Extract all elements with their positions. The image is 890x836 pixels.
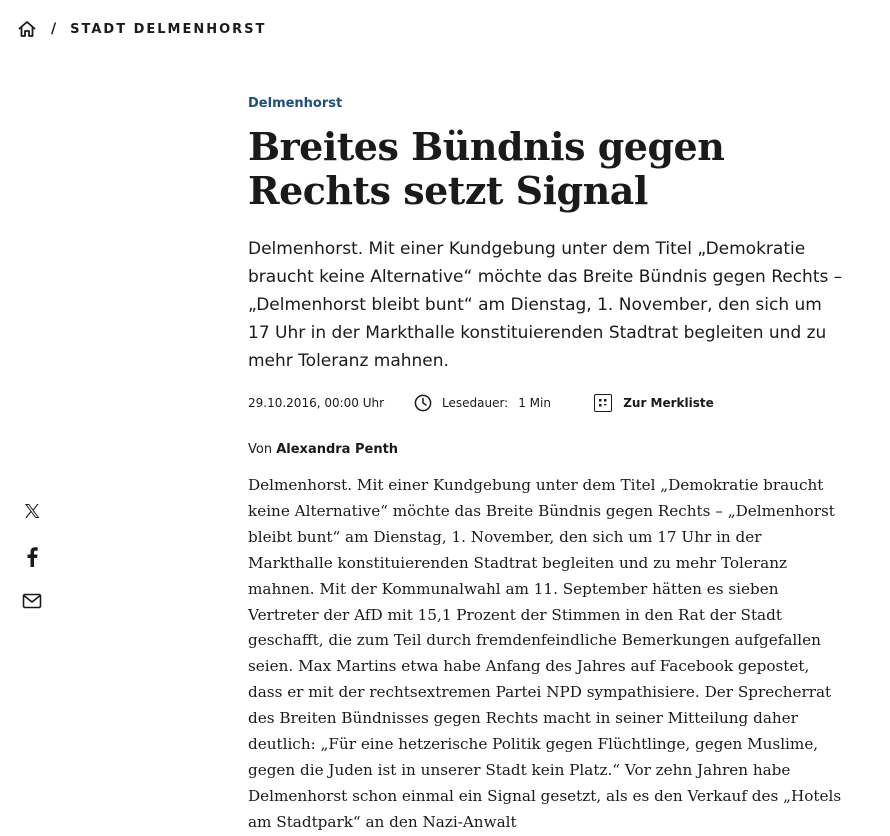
bookmark-label: Zur Merkliste (623, 396, 714, 410)
page-title (248, 125, 848, 213)
share-x-button[interactable] (21, 502, 43, 524)
facebook-icon (26, 547, 38, 571)
author-name[interactable]: Alexandra Penth (276, 442, 399, 457)
article-kicker[interactable]: Delmenhorst (248, 96, 343, 111)
bookmark-button[interactable] (594, 394, 714, 412)
x-icon (23, 502, 41, 524)
reading-time-value: 1 Min (518, 396, 551, 410)
author-line (248, 442, 848, 457)
clock-icon (414, 394, 432, 412)
article-body: Delmenhorst. Mit einer Kundgebung unter dem Titel „Demokratie braucht keine Alternative“ möchte das Breite Bündnis gegen Rechts – „Delmenhorst bleibt bunt“ am Dienstag, 1. November, den sich um 17 Uhr in der Markthalle konstituierenden Stadtrat begleiten und zu mehr Toleranz mahnen. Mit der Kommunalwahl am 11. September hätten es sieben Vertreter der AfD mit 15,1 Prozent der Stimmen in den Rat der Stadt geschafft, die zum Teil durch fremdenfeindliche Bemerkungen aufgefallen seien. Max Martins etwa habe Anfang des Jahres auf Facebook gepostet, dass er mit der rechtsextremen Partei NPD sympathisiere. Der Sprecherrat des Breiten Bündnisses gegen Rechts macht in seiner Mitteilung daher deutlich: „Für eine hetzerische Politik gegen Flüchtlinge, gegen Muslime, gegen die Juden ist in unserer Stadt kein Platz.“ Vor zehn Jahren habe Delmenhorst schon einmal ein Signal gesetzt, als es den Verkauf des „Hotels am Stadtpark“ an den Nazi-Anwalt (248, 476, 842, 831)
article-lead: Delmenhorst. Mit einer Kundgebung unter dem Titel „Demokratie braucht keine Alternative“ möchte das Breite Bündnis gegen Rechts – „Delmenhorst bleibt bunt“ am Dienstag, 1. November, den sich um 17 Uhr in der Markthalle konstituierenden Stadtrat begleiten und zu mehr Toleranz mahnen. (248, 239, 843, 371)
article (248, 96, 848, 836)
home-icon[interactable] (17, 19, 37, 39)
breadcrumb-separator: / (51, 21, 57, 37)
author-prefix: Von (248, 442, 273, 457)
breadcrumb (17, 18, 266, 40)
title-line-2: Rechts setzt Signal (248, 168, 648, 213)
mail-icon (22, 593, 42, 613)
breadcrumb-current[interactable]: STADT DELMENHORST (70, 21, 267, 37)
share-facebook-button[interactable] (21, 548, 43, 570)
article-meta (248, 391, 848, 415)
share-mail-button[interactable] (21, 592, 43, 614)
reading-time-label: Lesedauer: (442, 396, 509, 410)
publish-date: 29.10.2016, 00:00 Uhr (248, 396, 385, 410)
title-line-1: Breites Bündnis gegen (248, 124, 725, 169)
bookmark-icon (594, 394, 612, 412)
